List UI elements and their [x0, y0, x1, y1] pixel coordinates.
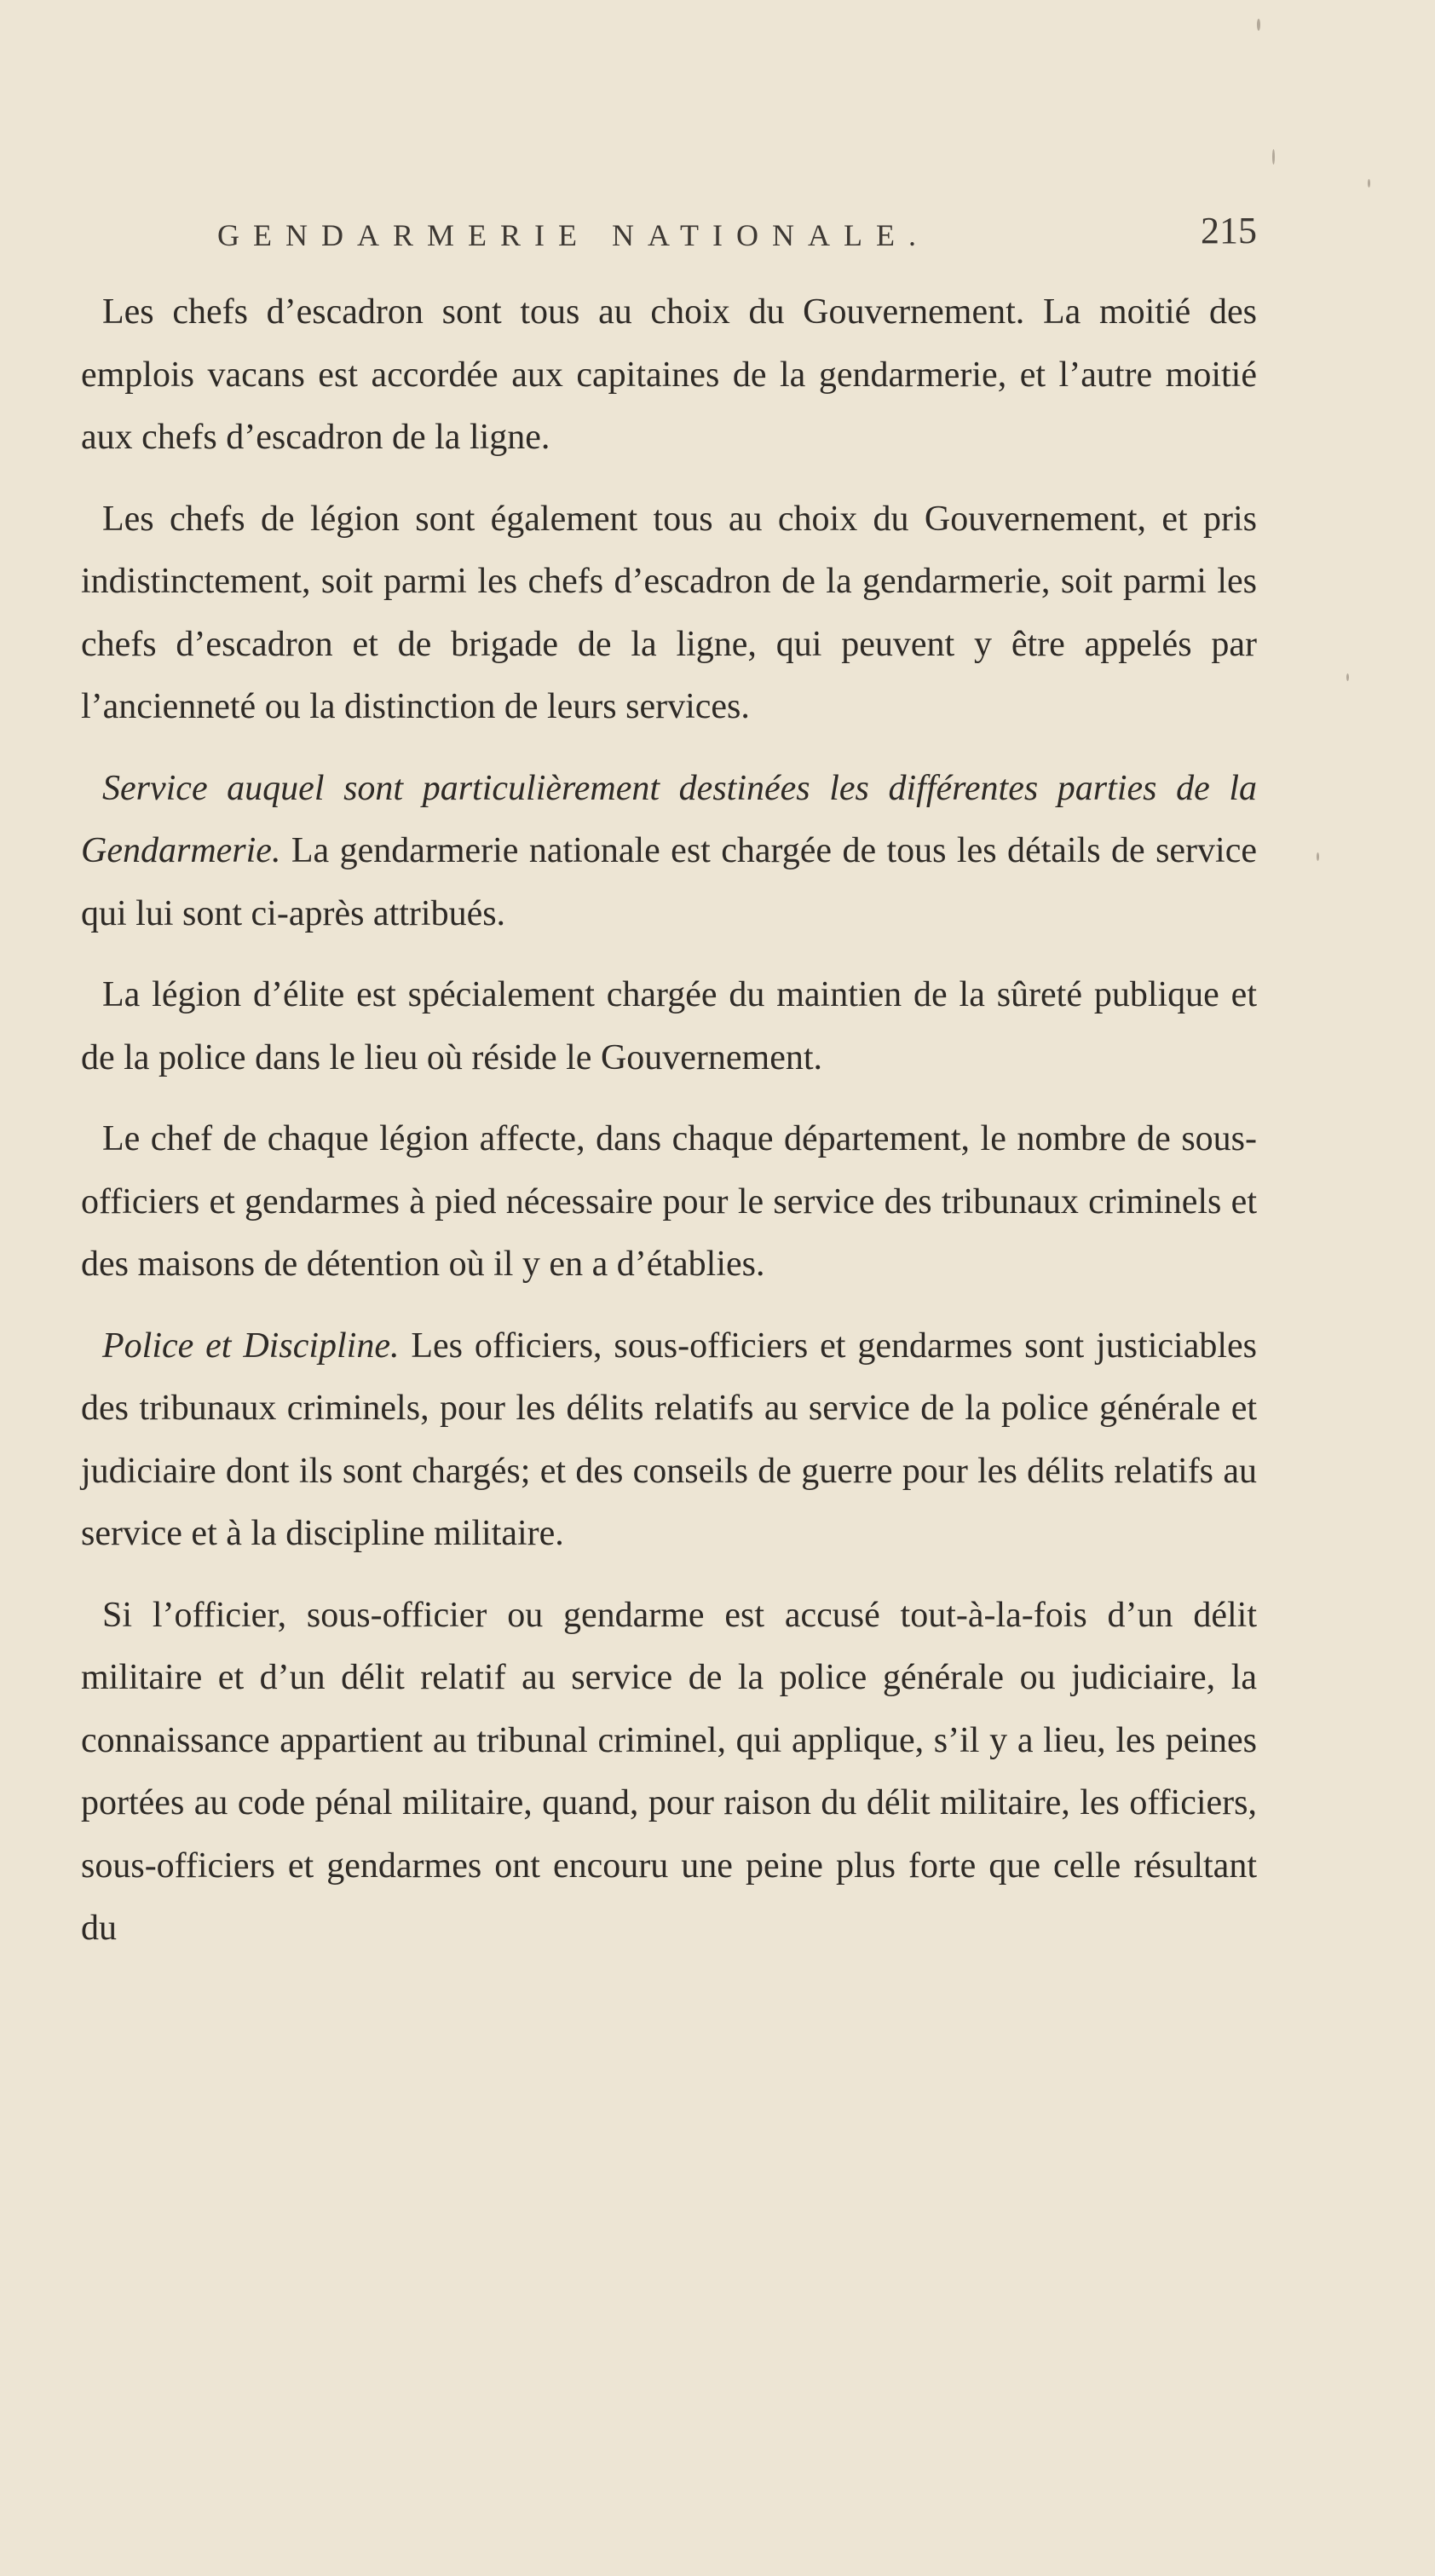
- paragraph-text: Le chef de chaque légion affecte, dans chaque département, le nombre de sous-officiers et gendarmes à pied nécessaire pour le service des tribunaux criminels et des maisons de détention où il y en a d’établies.: [81, 1119, 1257, 1284]
- paper-speck: [1272, 149, 1275, 165]
- paragraph-text: La légion d’élite est spécialement chargée du maintien de la sûreté publique et de la police dans le lieu où réside le Gouvernement.: [81, 975, 1257, 1077]
- paragraph-mixed-offence: [81, 1585, 1257, 1961]
- section-rubric: Service auquel sont particulièrement destinées les différentes parties de la Gendarmerie.: [81, 768, 1257, 870]
- paragraph-text: Les chefs de légion sont également tous au choix du Gouvernement, et pris indistinctement, soit parmi les chefs d’escadron de la gendarmerie, soit parmi les chefs d’escadron et de brigade de la ligne, qui peuvent y être appelés par l’ancienneté ou la distinction de leurs services.: [81, 499, 1257, 726]
- paper-speck: [1257, 19, 1260, 31]
- paragraph-service-duties: [81, 758, 1257, 946]
- paragraph-text: Si l’officier, sous-officier ou gendarme est accusé tout-à-la-fois d’un délit militaire et d’un délit relatif au service de la police générale ou judiciaire, la connaissance appartient au tribunal criminel, qui applique, s’il y a lieu, les peines portées au code pénal militaire, quand, pour raison du délit militaire, les officiers, sous-officiers et gendarmes ont encouru une peine plus forte que celle résultant du: [81, 1595, 1257, 1948]
- running-title: GENDARMERIE NATIONALE.: [217, 218, 930, 252]
- paper-speck: [1368, 179, 1370, 188]
- paragraph-text: Les officiers, sous-officiers et gendarmes sont justiciables des tribunaux criminels, pour les délits relatifs au service de la police générale et judiciaire dont ils sont chargés; et des conseils de guerre pour les délits relatifs au service et à la discipline militaire.: [81, 1326, 1257, 1553]
- paragraph-text: Les chefs d’escadron sont tous au choix du Gouvernement. La moitié des emplois vacans est accordée aux capitaines de la gendarmerie, et l’autre moitié aux chefs d’escadron de la ligne.: [81, 292, 1257, 457]
- paragraph-elite-legion: [81, 964, 1257, 1089]
- body-text: [81, 281, 1257, 1979]
- section-rubric: Police et Discipline.: [102, 1326, 400, 1366]
- paper-speck: [1346, 673, 1349, 681]
- page-number: 215: [1201, 210, 1257, 251]
- paper-speck: [1317, 852, 1319, 861]
- paragraph-legion-chiefs: [81, 488, 1257, 739]
- running-head: [217, 210, 1257, 269]
- paragraph-legion-allocation: [81, 1108, 1257, 1297]
- paragraph-text: La gendarmerie nationale est chargée de tous les détails de service qui lui sont ci-après attribués.: [81, 831, 1257, 933]
- paragraph-escadron-chiefs: [81, 281, 1257, 470]
- paragraph-police-discipline: [81, 1315, 1257, 1566]
